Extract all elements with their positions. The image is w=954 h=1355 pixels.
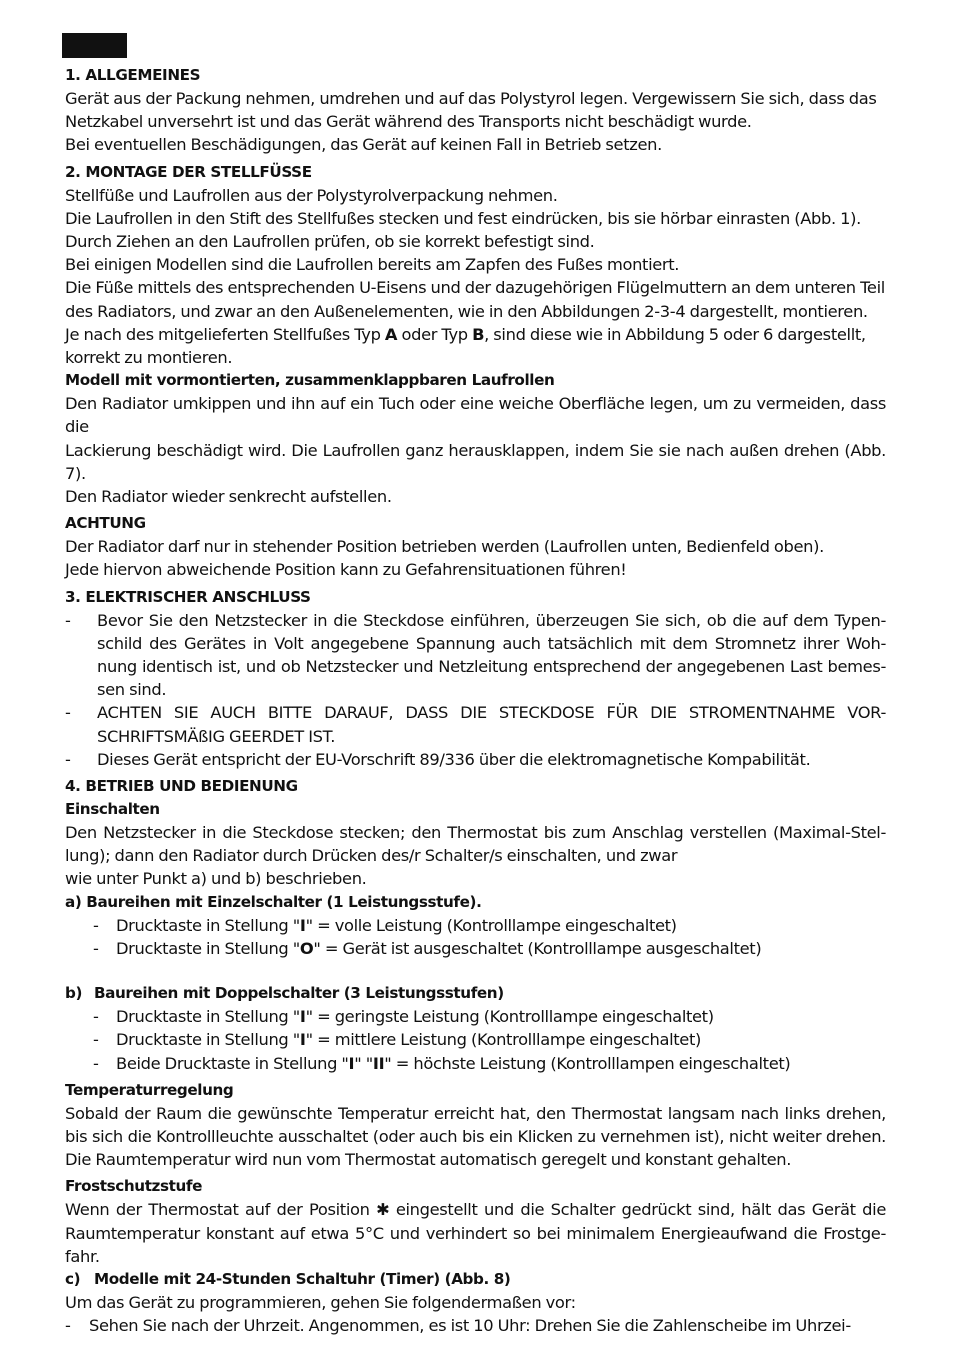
list-item: - Drucktaste in Stellung "I" = geringste Leistung (Kontrolllampe eingeschaltet) (93, 1007, 714, 1027)
subheading-switch-on: Einschalten (65, 800, 160, 819)
snowflake-icon: ✱ (376, 1200, 390, 1220)
list-item: - Bevor Sie den Netzstecker in die Steckdose einführen, überzeugen Sie sich, ob die auf dem Typen- schild des Gerätes in Volt angegebene Spannung auch tatsächlich mit dem Stromnetz ihrer Woh- nung identisch ist, und ob Netzstecker und Netzleitung entsprechend der angegebenen Last bemes- sen sind. (65, 610, 886, 700)
list-item: - Sehen Sie nach der Uhrzeit. Angenommen, es ist 10 Uhr: Drehen Sie die Zahlenscheibe im Uhrzei- (65, 1316, 851, 1336)
section-heading-general: 1. ALLGEMEINES (65, 66, 201, 84)
warning-heading: ACHTUNG (65, 514, 146, 533)
list-item: - Beide Drucktaste in Stellung "I" "II" = höchste Leistung (Kontrolllampen eingeschaltet) (93, 1053, 791, 1073)
subheading-double-switch: b) Baureihen mit Doppelschalter (3 Leistungsstufen) (65, 984, 504, 1003)
subheading-frost: Frostschutzstufe (65, 1177, 203, 1196)
section-heading-mounting: 2. MONTAGE DER STELLFÜSSE (65, 162, 312, 181)
subheading-timer: c) Modelle mit 24-Stunden Schaltuhr (Timer) (Abb. 8) (65, 1269, 511, 1288)
paragraph: Den Netzstecker in die Steckdose stecken; den Thermostat bis zum Anschlag verstellen (Maximal-Stel- lung); dann den Radiator durch Drücken des/r Schalter/s einschalten, und zwar wie unter Punkt a) und b) beschrieben. (65, 823, 886, 889)
paragraph: Um das Gerät zu programmieren, gehen Sie folgendermaßen vor: (65, 1292, 576, 1312)
paragraph: Gerät aus der Packung nehmen, umdrehen und auf das Polystyrol legen. Vergewissern Sie sich, dass das Netzkabel unversehrt ist und das Gerät während des Transports nicht beschädigt wurde. Bei eventuellen Beschädigungen, das Gerät auf keinen Fall in Betrieb setzen. (65, 89, 877, 155)
paragraph: Wenn der Thermostat auf der Position ✱ eingestellt und die Schalter gedrückt sind, hält das Gerät die Raumtemperatur konstant auf etwa 5°C und verhindert so bei minimalem Energieaufwand die Frostge- fahr. (65, 1200, 886, 1266)
document-page (65, 64, 886, 1337)
warning-text: Der Radiator darf nur in stehender Position betrieben werden (Laufrollen unten, Bedienfeld oben). Jede hiervon abweichende Position kann zu Gefahrensituationen führen! (65, 537, 824, 580)
subheading-temperature: Temperaturregelung (65, 1080, 234, 1099)
subheading-folding-wheels: Modell mit vormontierten, zusammenklappbaren Laufrollen (65, 371, 555, 390)
language-tab (62, 33, 127, 58)
paragraph: Den Radiator umkippen und ihn auf ein Tuch oder eine weiche Oberfläche legen, um zu vermeiden, dass die Lackierung beschädigt wird. Die Laufrollen ganz herausklappen, indem Sie sie nach außen drehen (Abb. 7). Den Radiator wieder senkrecht aufstellen. (65, 394, 886, 507)
list-item: - Drucktaste in Stellung "I" = mittlere Leistung (Kontrolllampe eingeschaltet) (93, 1030, 702, 1050)
section-heading-electrical: 3. ELEKTRISCHER ANSCHLUSS (65, 587, 311, 606)
list-item: - ACHTEN SIE AUCH BITTE DARAUF, DASS DIE STECKDOSE FÜR DIE STROMENTNAHME VOR- SCHRIFTSMÄßIG GEERDET IST. (65, 703, 886, 746)
list-item: - Dieses Gerät entspricht der EU-Vorschrift 89/336 über die elektromagnetische Kompabilität. (65, 749, 811, 769)
paragraph: Sobald der Raum die gewünschte Temperatur erreicht hat, den Thermostat langsam nach links drehen, bis sich die Kontrollleuchte ausschaltet (oder auch bis ein Klicken zu vernehmen ist), nicht weiter drehen. Die Raumtemperatur wird nun vom Thermostat automatisch geregelt und konstant gehalten. (65, 1103, 886, 1170)
section-heading-operation: 4. BETRIEB UND BEDIENUNG (65, 777, 298, 796)
subheading-single-switch: a) Baureihen mit Einzelschalter (1 Leistungsstufe). (65, 892, 482, 911)
paragraph: Stellfüße und Laufrollen aus der Polystyrolverpackung nehmen. Die Laufrollen in den Stift des Stellfußes stecken und fest eindrücken, bis sie hörbar einrasten (Abb. 1). Durch Ziehen an den Laufrollen prüfen, ob sie korrekt befestigt sind. Bei einigen Modellen sind die Laufrollen bereits am Zapfen des Fußes montiert. Die Füße mittels des entsprechenden U-Eisens und der dazugehörigen Flügelmuttern an dem unteren Teil des Radiators, und zwar an den Außenelementen, wie in den Abbildungen 2-3-4 dargestellt, montieren. Je nach des mitgelieferten Stellfußes Typ A oder Typ B, sind diese wie in Abbildung 5 oder 6 dargestellt, korrekt zu montieren. (65, 185, 885, 368)
list-item: - Drucktaste in Stellung "I" = volle Leistung (Kontrolllampe eingeschaltet) (93, 915, 677, 935)
list-item: - Drucktaste in Stellung "O" = Gerät ist ausgeschaltet (Kontrolllampe ausgeschaltet) (93, 938, 762, 958)
